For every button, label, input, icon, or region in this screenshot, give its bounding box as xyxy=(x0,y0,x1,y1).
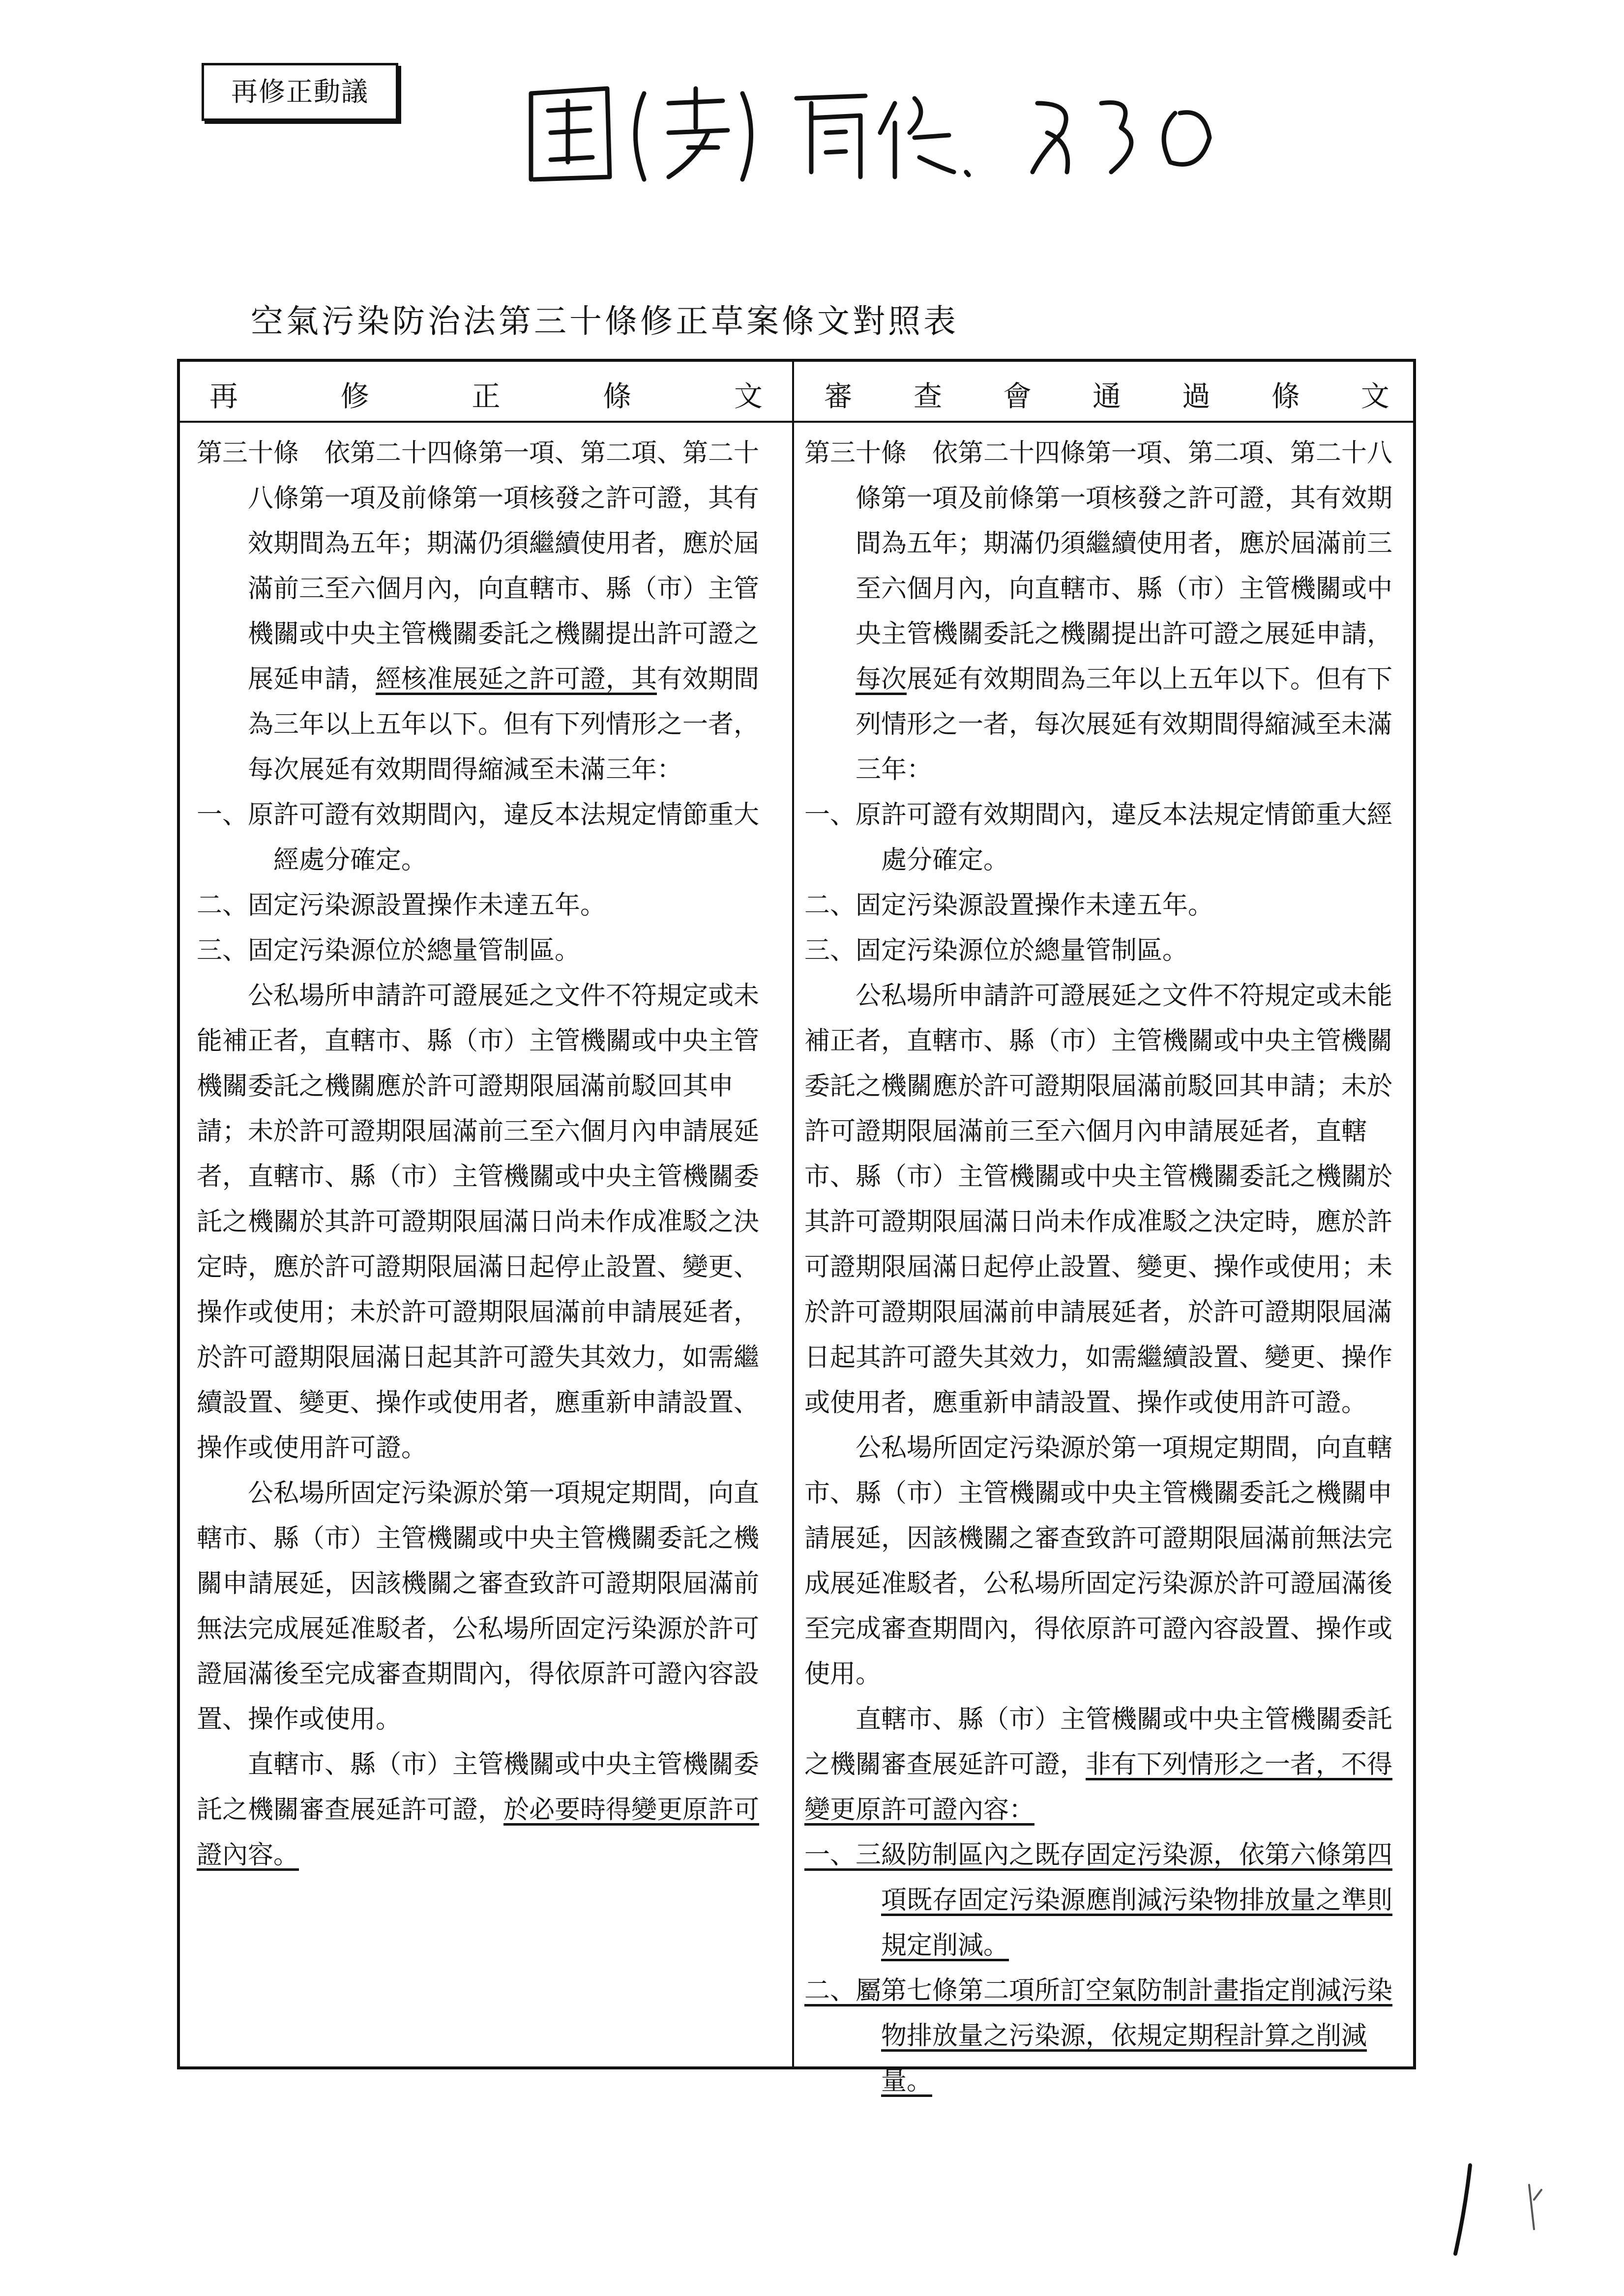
header-char: 會 xyxy=(1003,379,1032,413)
header-char: 查 xyxy=(913,379,942,413)
text-run: 直轄市、縣（市）主管機關或中央主管機關委託之機關審查展延許可證， xyxy=(197,1750,760,1825)
left-column-header xyxy=(209,372,763,416)
handwritten-note xyxy=(521,74,1239,192)
text-run: 第三十條 依第二十四條第一項、第二項、第二十八條第一項及前條第一項核發之許可證，其有效期間為五年；期滿仍須繼續使用者，應於屆滿前三至六個月內，向直轄市、縣（市）主管機關或中央主管機關委託之機關提出許可證之展延申請， xyxy=(804,438,1393,649)
list-item: 三、固定污染源位於總量管制區。 xyxy=(197,936,581,965)
underlined-amendment: 經核准展延之許可證，其 xyxy=(376,665,657,694)
header-char: 通 xyxy=(1092,379,1121,413)
page-number-mark xyxy=(1436,2155,1554,2264)
article-paragraph-4 xyxy=(804,1697,1404,1832)
underlined-amendment: 於必要時得變更原許可證內容。 xyxy=(197,1795,760,1870)
underlined-amendment: 每次 xyxy=(856,665,907,694)
header-char: 再 xyxy=(209,379,238,413)
column-divider xyxy=(792,362,794,2066)
list-item: 二、固定污染源設置操作未達五年。 xyxy=(197,891,606,920)
header-char: 文 xyxy=(1360,379,1389,413)
underlined-list-item: 一、三級防制區內之既存固定污染源，依第六條第四項既存固定污染源應削減污染物排放量之準則規定削減。 xyxy=(804,1840,1393,1960)
right-column-header xyxy=(824,372,1389,416)
header-char: 條 xyxy=(1271,379,1300,413)
revised-article-text xyxy=(197,431,779,1878)
article-paragraph-3: 公私場所固定污染源於第一項規定期間，向直轄市、縣（市）主管機關或中央主管機關委託之機關申請展延，因該機關之審查致許可證期限屆滿前無法完成展延准駁者，公私場所固定污染源於許可證屆滿後至完成審查期間內，得依原許可證內容設置、操作或使用。 xyxy=(804,1433,1393,1689)
list-item: 一、原許可證有效期間內，違反本法規定情節重大經處分確定。 xyxy=(804,800,1393,875)
article-paragraph-1 xyxy=(197,431,779,792)
header-char: 審 xyxy=(824,379,853,413)
document-title: 空氣污染防治法第三十條修正草案條文對照表 xyxy=(251,302,959,340)
article-paragraph-4 xyxy=(197,1742,779,1878)
list-item: 一、原許可證有效期間內，違反本法規定情節重大經處分確定。 xyxy=(197,800,760,875)
header-char: 文 xyxy=(734,379,763,413)
article-paragraph-2: 公私場所申請許可證展延之文件不符規定或未能補正者，直轄市、縣（市）主管機關或中央主管機關委託之機關應於許可證期限屆滿前駁回其申請；未於許可證期限屆滿前三至六個月內申請展延者，直轄市、縣（市）主管機關或中央主管機關委託之機關於其許可證期限屆滿日尚未作成准駁之決定時，應於許可證期限屆滿日起停止設置、變更、操作或使用；未於許可證期限屆滿前申請展延者，於許可證期限屆滿日起其許可證失其效力，如需繼續設置、變更、操作或使用者，應重新申請設置、操作或使用許可證。 xyxy=(804,981,1393,1418)
article-paragraph-3: 公私場所固定污染源於第一項規定期間，向直轄市、縣（市）主管機關或中央主管機關委託之機關申請展延，因該機關之審查致許可證期限屆滿前無法完成展延准駁者，公私場所固定污染源於許可證屆滿後至完成審查期間內，得依原許可證內容設置、操作或使用。 xyxy=(197,1479,760,1734)
article-paragraph-1 xyxy=(804,431,1404,792)
committee-passed-text xyxy=(804,431,1404,2104)
underlined-amendment: 非有下列情形之一者，不得變更原許可證內容： xyxy=(804,1750,1393,1825)
article-paragraph-2: 公私場所申請許可證展延之文件不符規定或未能補正者，直轄市、縣（市）主管機關或中央主管機關委託之機關應於許可證期限屆滿前駁回其申請；未於許可證期限屆滿前三至六個月內申請展延者，直轄市、縣（市）主管機關或中央主管機關委託之機關於其許可證期限屆滿日尚未作成准駁之決定時，應於許可證期限屆滿日起停止設置、變更、操作或使用；未於許可證期限屆滿前申請展延者，於許可證期限屆滿日起其許可證失其效力，如需繼續設置、變更、操作或使用者，應重新申請設置、操作或使用許可證。 xyxy=(197,981,760,1463)
text-run: 直轄市、縣（市）主管機關或中央主管機關委託之機關審查展延許可證， xyxy=(804,1705,1393,1779)
header-char: 條 xyxy=(603,379,632,413)
comparison-table xyxy=(177,359,1416,2096)
text-run: 展延有效期間為三年以上五年以下。但有下列情形之一者，每次展延有效期間得縮減至未滿三年： xyxy=(856,665,1393,785)
text-run: 有效期間為三年以上五年以下。但有下列情形之一者，每次展延有效期間得縮減至未滿三年： xyxy=(248,665,760,785)
list-item: 二、固定污染源設置操作未達五年。 xyxy=(804,891,1214,920)
text-run: 第三十條 依第二十四條第一項、第二項、第二十八條第一項及前條第一項核發之許可證，其有效期間為五年；期滿仍須繼續使用者，應於屆滿前三至六個月內，向直轄市、縣（市）主管機關或中央主管機關委託之機關提出許可證之展延申請， xyxy=(197,438,760,694)
header-char: 正 xyxy=(472,379,501,413)
motion-stamp-label: 再修正動議 xyxy=(202,63,398,121)
list-item: 三、固定污染源位於總量管制區。 xyxy=(804,936,1188,965)
header-divider xyxy=(180,421,1413,423)
header-char: 修 xyxy=(340,379,369,413)
underlined-list-item: 二、屬第七條第二項所訂空氣防制計畫指定削減污染物排放量之污染源，依規定期程計算之削減量。 xyxy=(804,1976,1393,2096)
header-char: 過 xyxy=(1181,379,1211,413)
